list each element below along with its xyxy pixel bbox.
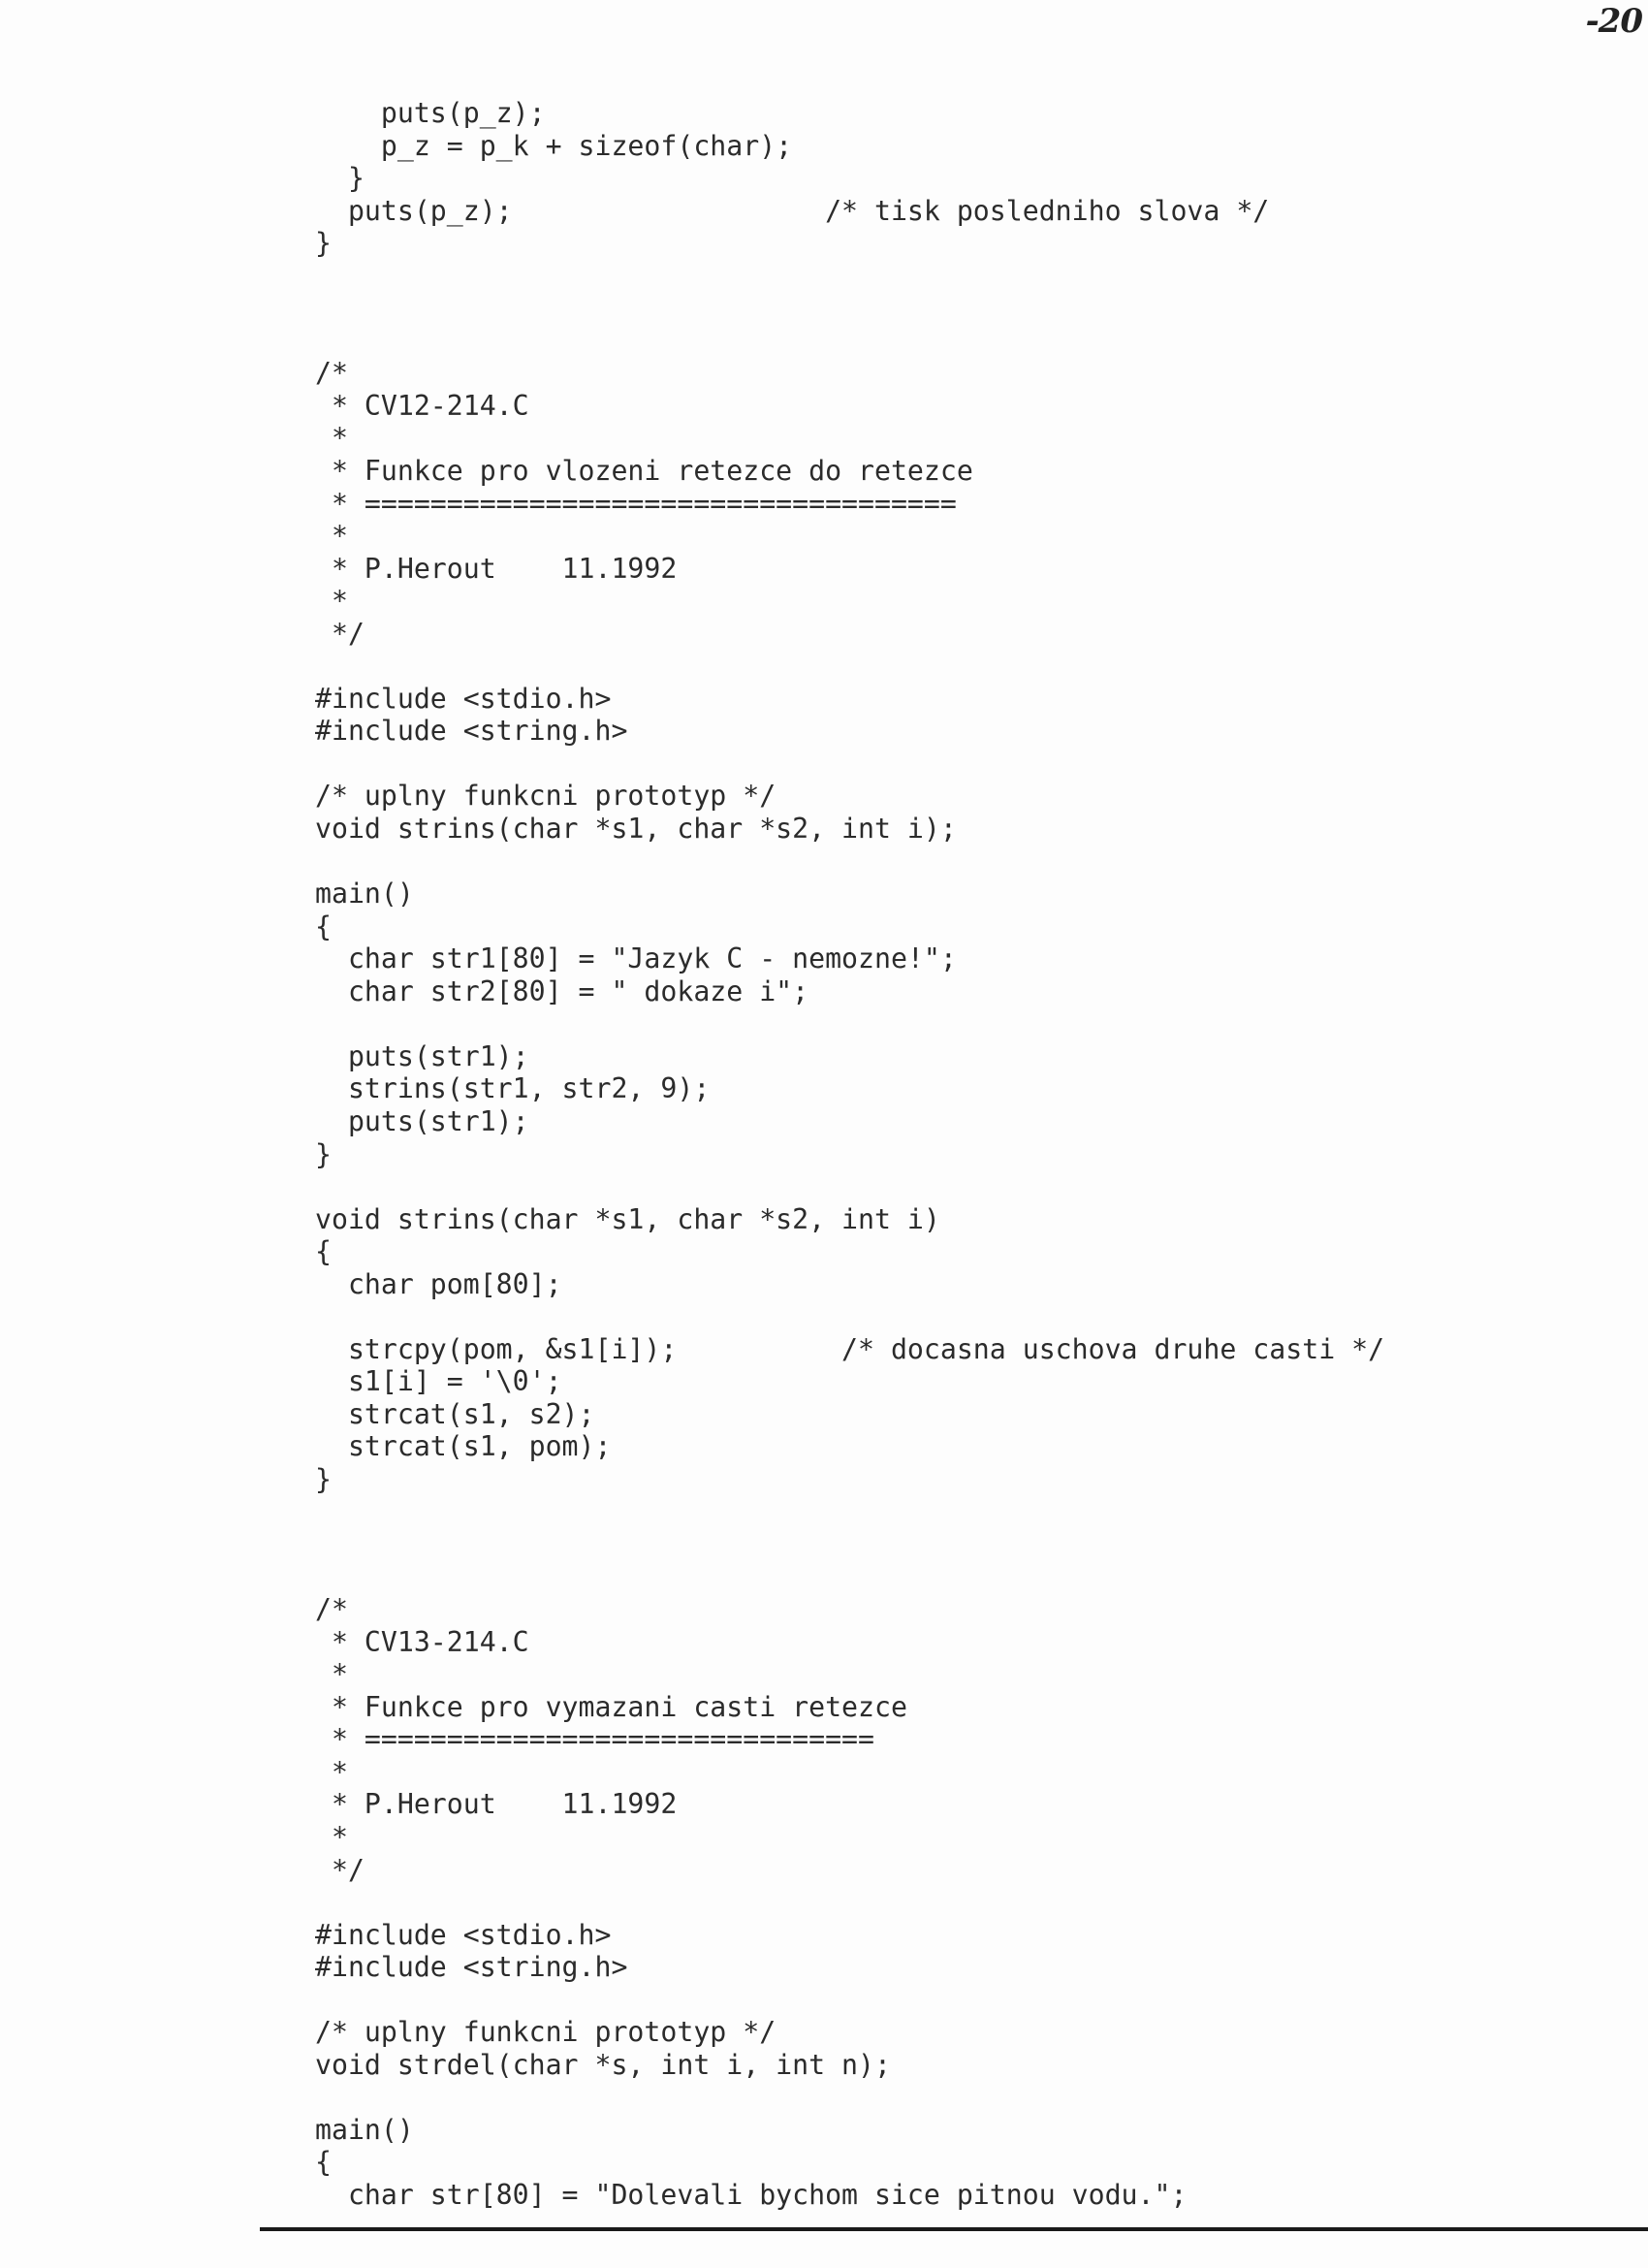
code-line — [315, 325, 1384, 358]
code-line: * Funkce pro vymazani casti retezce — [315, 1690, 907, 1723]
code-line: * =============================== — [315, 1723, 874, 1756]
code-line — [315, 2081, 1384, 2114]
code-line: * CV12-214.C — [315, 389, 529, 422]
code-line — [315, 1496, 1384, 1529]
code-line: { — [315, 910, 332, 942]
code-line: char str1[80] = "Jazyk C - nemozne!"; — [315, 942, 957, 975]
code-line — [315, 292, 1384, 325]
code-line: { — [315, 1235, 332, 1268]
code-line: void strdel(char *s, int i, int n); — [315, 2048, 891, 2081]
code-line: /* uplny funkcni prototyp */ — [315, 2016, 776, 2049]
code-line — [315, 1300, 1384, 1333]
code-line: } — [315, 162, 364, 195]
code-line — [315, 1170, 1384, 1203]
code-line: * P.Herout 11.1992 — [315, 1788, 678, 1821]
code-line: strins(str1, str2, 9); — [315, 1072, 711, 1105]
code-line: * — [315, 422, 348, 455]
code-line: puts(str1); — [315, 1104, 529, 1137]
code-line: main() — [315, 878, 414, 910]
code-line: */ — [315, 1853, 364, 1886]
code-line: #include <stdio.h> — [315, 1918, 612, 1951]
code-line — [315, 260, 1384, 293]
code-line: * — [315, 585, 348, 618]
code-line: #include <string.h> — [315, 1951, 628, 1984]
page-bottom-rule — [260, 2227, 1648, 2231]
code-line — [315, 650, 1384, 683]
code-line: */ — [315, 617, 364, 650]
code-line: } — [315, 1137, 332, 1170]
code-line: puts(p_z); — [315, 97, 546, 129]
page-number: -20 — [1585, 2, 1642, 41]
code-line: puts(p_z); /* tisk posledniho slova */ — [315, 194, 1270, 227]
code-line: /* uplny funkcni prototyp */ — [315, 780, 776, 813]
code-line: void strins(char *s1, char *s2, int i) — [315, 1202, 940, 1235]
code-line — [315, 846, 1384, 878]
code-line: * — [315, 1820, 348, 1853]
code-line: * P.Herout 11.1992 — [315, 552, 678, 585]
code-line: strcat(s1, s2); — [315, 1397, 595, 1430]
code-line: p_z = p_k + sizeof(char); — [315, 129, 793, 162]
code-line — [315, 1561, 1384, 1594]
code-line: * ==================================== — [315, 487, 957, 520]
code-line: main() — [315, 2113, 414, 2146]
code-line — [315, 748, 1384, 781]
code-line: } — [315, 1462, 332, 1495]
code-line: * CV13-214.C — [315, 1625, 529, 1658]
code-line: char pom[80]; — [315, 1267, 562, 1300]
code-line: /* — [315, 357, 348, 390]
code-line — [315, 1528, 1384, 1561]
code-line: * Funkce pro vlozeni retezce do retezce — [315, 455, 973, 488]
code-line: /* — [315, 1593, 348, 1626]
code-line: strcpy(pom, &s1[i]); /* docasna uschova druhe casti */ — [315, 1332, 1385, 1365]
code-line: char str2[80] = " dokaze i"; — [315, 974, 809, 1007]
code-line: s1[i] = '\0'; — [315, 1365, 562, 1398]
code-listing — [315, 97, 1384, 2212]
code-line — [315, 1007, 1384, 1040]
code-line: { — [315, 2146, 332, 2179]
code-line — [315, 1886, 1384, 1919]
code-line: strcat(s1, pom); — [315, 1430, 612, 1463]
code-line: #include <string.h> — [315, 715, 628, 748]
code-line: * — [315, 1755, 348, 1788]
code-line: * — [315, 1658, 348, 1691]
code-line: #include <stdio.h> — [315, 682, 612, 715]
code-line: void strins(char *s1, char *s2, int i); — [315, 813, 957, 846]
code-line: * — [315, 520, 348, 553]
code-line: } — [315, 227, 332, 260]
code-line: char str[80] = "Dolevali bychom sice pitnou vodu."; — [315, 2179, 1188, 2211]
code-line — [315, 1984, 1384, 2017]
code-line: puts(str1); — [315, 1039, 529, 1072]
